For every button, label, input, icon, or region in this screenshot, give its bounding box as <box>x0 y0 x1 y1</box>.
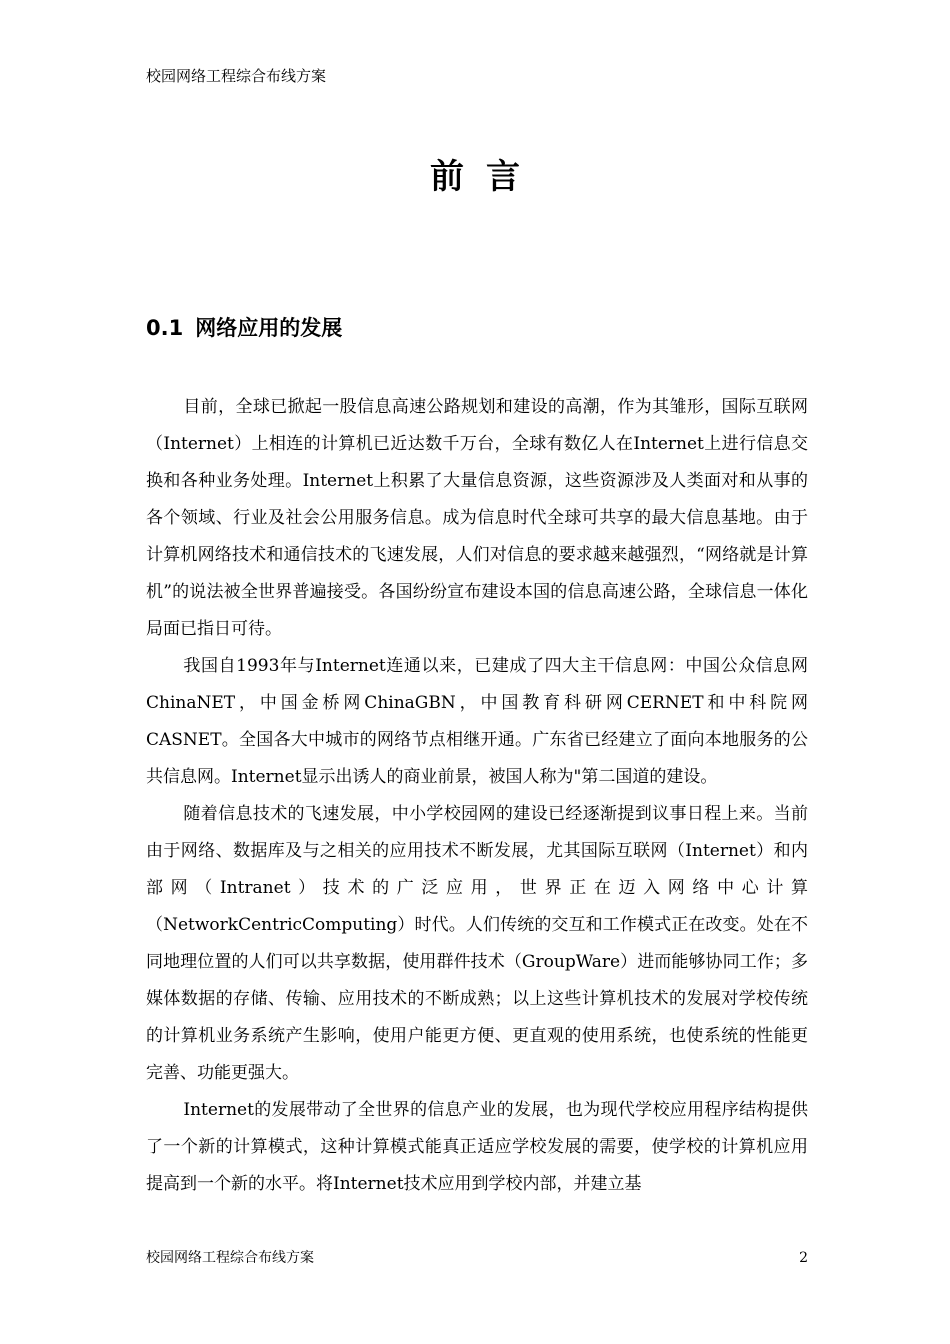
paragraph: Internet的发展带动了全世界的信息产业的发展，也为现代学校应用程序结构提供了一个新的计算模式，这种计算模式能真正适应学校发展的需要，使学校的计算机应用提高到一个新的水平。将Internet技术应用到学校内部，并建立基 <box>146 1100 808 1194</box>
section-number: 0.1 <box>146 316 184 340</box>
page-header: 校园网络工程综合布线方案 <box>146 67 327 85</box>
paragraph: 随着信息技术的飞速发展，中小学校园网的建设已经逐渐提到议事日程上来。当前由于网络、数据库及与之相关的应用技术不断发展，尤其国际互联网（Internet）和内部网（Intranet）技术的广泛应用，世界正在迈入网络中心计算（NetworkCentricComputing）时代。人们传统的交互和工作模式正在改变。处在不同地理位置的人们可以共享数据，使用群件技术（GroupWare）进而能够协同工作；多媒体数据的存储、传输、应用技术的不断成熟；以上这些计算机技术的发展对学校传统的计算机业务系统产生影响，使用户能更方便、更直观的使用系统，也使系统的性能更完善、功能更强大。 <box>146 804 808 1083</box>
section-title: 网络应用的发展 <box>195 316 343 340</box>
section-heading <box>146 312 342 344</box>
paragraph: 目前，全球已掀起一股信息高速公路规划和建设的高潮，作为其雏形，国际互联网（Internet）上相连的计算机已近达数千万台，全球有数亿人在Internet上进行信息交换和各种业务处理。Internet上积累了大量信息资源，这些资源涉及人类面对和从事的各个领域、行业及社会公用服务信息。成为信息时代全球可共享的最大信息基地。由于计算机网络技术和通信技术的飞速发展，人们对信息的要求越来越强烈，“网络就是计算机”的说法被全世界普遍接受。各国纷纷宣布建设本国的信息高速公路，全球信息一体化局面已指日可待。 <box>146 397 808 639</box>
paragraph: 我国自1993年与Internet连通以来，已建成了四大主干信息网：中国公众信息网ChinaNET，中国金桥网ChinaGBN，中国教育科研网CERNET和中科院网CASNET。全国各大中城市的网络节点相继开通。广东省已经建立了面向本地服务的公共信息网。Internet显示出诱人的商业前景，被国人称为"第二国道的建设。 <box>146 656 808 787</box>
page-footer: 校园网络工程综合布线方案 <box>146 1250 314 1266</box>
page-title: 前言 <box>430 157 542 197</box>
page-number: 2 <box>799 1250 808 1266</box>
body-text <box>146 389 808 1203</box>
